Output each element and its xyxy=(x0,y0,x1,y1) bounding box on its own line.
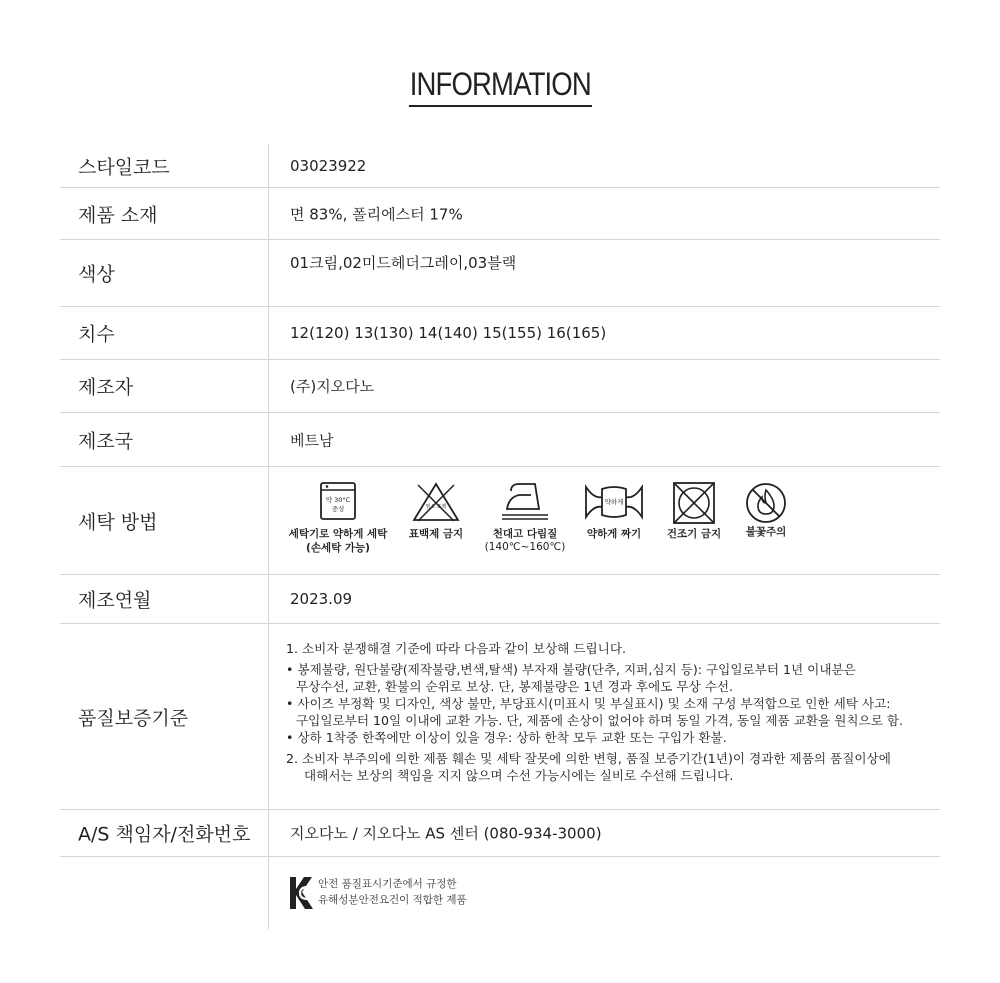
row-country xyxy=(60,413,940,467)
caption-iron-temp: (140℃~160℃) xyxy=(484,541,566,553)
label-wash: 세탁 방법 xyxy=(78,511,158,533)
gentle-wring-icon xyxy=(584,481,644,523)
page-title: INFORMATION xyxy=(0,66,1000,107)
quality-p2a: 2. 소비자 부주의에 의한 제품 훼손 및 세탁 잘못에 의한 변형, 품질 보증기간(1년)이 경과한 제품의 품질이상에 xyxy=(286,751,891,766)
row-date xyxy=(60,575,940,624)
row-size xyxy=(60,307,940,360)
wash-machine-item xyxy=(286,481,390,555)
quality-b2b: 구입일로부터 10일 이내에 교환 가능. 단, 제품에 손상이 없어야 하며 동일 가격, 동일 제품 교환을 원칙으로 함. xyxy=(296,713,904,728)
row-quality xyxy=(60,624,940,810)
caption-iron: 천대고 다림질 xyxy=(492,528,558,540)
value-color: 01크림,02미드헤더그레이,03블랙 xyxy=(290,254,517,272)
value-country: 베트남 xyxy=(290,431,334,449)
quality-b1a: • 봉제불량, 원단불량(제작불량,변색,탈색) 부자재 불량(단추, 지퍼,심지 등): 구입일로부터 1년 이내분은 xyxy=(286,662,856,677)
label-country: 제조국 xyxy=(78,430,134,452)
value-material: 면 83%, 폴리에스터 17% xyxy=(290,205,463,223)
no-fire-item xyxy=(734,481,798,539)
caption-machine-wash-sub: (손세탁 가능) xyxy=(306,542,370,554)
no-tumble-dry-icon xyxy=(672,481,716,525)
row-color xyxy=(60,240,940,307)
quality-b3: • 상하 1착중 한쪽에만 이상이 있을 경우: 상하 한착 모두 교환 또는 구입가 환불. xyxy=(286,730,727,745)
svg-text:염소 표백: 염소 표백 xyxy=(425,504,447,510)
label-color: 색상 xyxy=(78,263,115,286)
label-date: 제조연월 xyxy=(78,589,152,612)
caption-wring: 약하게 짜기 xyxy=(586,528,642,540)
kc-logo-icon xyxy=(288,875,314,911)
row-kc xyxy=(60,857,940,929)
quality-b2a: • 사이즈 부정확 및 디자인, 색상 불만, 부당표시(미표시 및 부실표시) 및 소재 구성 부적합으로 인한 세탁 사고: xyxy=(286,696,891,711)
row-wash xyxy=(60,467,940,575)
label-style-code: 스타일코드 xyxy=(78,156,170,178)
iron-with-cloth-icon xyxy=(501,481,549,523)
value-date: 2023.09 xyxy=(290,590,353,608)
label-material: 제품 소재 xyxy=(78,204,158,226)
value-as: 지오다노 / 지오다노 AS 센터 (080-934-3000) xyxy=(290,824,602,843)
label-quality: 품질보증기준 xyxy=(78,707,189,729)
quality-p2b: 대해서는 보상의 책임을 지지 않으며 수선 가능시에는 실비로 수선해 드립니다. xyxy=(304,768,734,783)
caption-machine-wash: 세탁기로 약하게 세탁 xyxy=(288,528,388,540)
wash-icons xyxy=(286,481,846,571)
value-size: 12(120) 13(130) 14(140) 15(155) 16(165) xyxy=(290,324,607,342)
row-material xyxy=(60,188,940,240)
kc-line2: 유해성분안전요건이 적합한 제품 xyxy=(318,894,467,906)
quality-p1: 1. 소비자 분쟁해결 기준에 따라 다음과 같이 보상해 드립니다. xyxy=(286,641,627,656)
gentle-wash-30c-icon xyxy=(318,481,358,521)
quality-text xyxy=(286,640,903,784)
svg-text:약 30°C: 약 30°C xyxy=(325,496,351,504)
caption-no-fire: 불꽃주의 xyxy=(745,526,787,538)
kc-line1: 안전 품질표시기준에서 규정한 xyxy=(318,878,457,890)
no-fire-icon xyxy=(744,481,788,525)
value-style-code: 03023922 xyxy=(290,156,367,175)
no-dryer-item xyxy=(658,481,730,541)
row-maker xyxy=(60,360,940,413)
label-as: A/S 책임자/전화번호 xyxy=(78,823,251,846)
caption-no-dryer: 건조기 금지 xyxy=(666,528,722,540)
caption-no-bleach: 표백제 금지 xyxy=(408,528,464,540)
quality-b1b: 무상수선, 교환, 환불의 순위로 보상. 단, 봉제불량은 1년 경과 후에도 무상 수선. xyxy=(296,679,734,694)
label-size: 치수 xyxy=(78,323,115,346)
iron-item xyxy=(482,481,568,554)
row-as xyxy=(60,810,940,857)
kc-mark xyxy=(288,875,467,915)
label-maker: 제조자 xyxy=(78,376,134,399)
value-maker: (주)지오다노 xyxy=(290,377,375,396)
svg-text:중성: 중성 xyxy=(331,505,345,513)
no-bleach-icon xyxy=(410,481,462,523)
wring-item xyxy=(576,481,652,541)
row-style-code xyxy=(60,144,940,188)
no-bleach-item xyxy=(398,481,474,541)
svg-text:약하게: 약하게 xyxy=(604,498,624,506)
